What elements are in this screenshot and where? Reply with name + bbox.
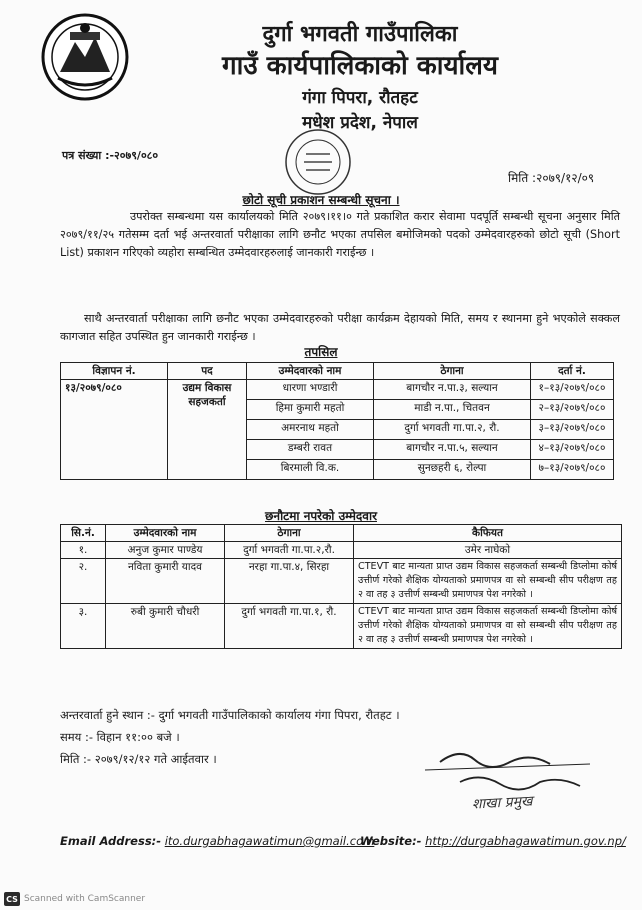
candidate-name: बिरमाली वि.क. [247, 460, 374, 480]
interview-date: मिति :- २०७९/१२/१२ गते आईतवार । [60, 752, 217, 766]
candidate-name: नविता कुमारी यादव [106, 559, 225, 604]
column-header: विज्ञापन नं. [61, 363, 168, 380]
candidate-name: अमरनाथ महतो [247, 420, 374, 440]
municipality-name: दुर्गा भगवती गाउँपालिका [262, 22, 458, 47]
candidate-address: बागचौर न.पा.५, सल्यान [374, 440, 531, 460]
registration-number: ३–१३/२०७९/०८० [531, 420, 614, 440]
column-header: उम्मेदवारको नाम [247, 363, 374, 380]
table-row [61, 559, 622, 604]
table-row [61, 604, 622, 649]
registration-number: ७–१३/२०७९/०८० [531, 460, 614, 480]
table-row [61, 542, 622, 559]
office-stamp [276, 124, 360, 200]
shortlist-table [60, 362, 614, 480]
post-name-line2: सहजकर्ता [188, 396, 226, 408]
registration-number: १–१३/२०७९/०८० [531, 380, 614, 400]
remark: CTEVT बाट मान्यता प्राप्त उद्यम विकास सहजकर्ता सम्बन्धी डिप्लोमा कोर्ष उत्तीर्ण गरेको शैक्षिक योग्यताको प्रमाणपत्र वा सो सम्बन्धी सीप परीक्षण तह २ वा तह ३ उत्तीर्ण सम्बन्धी प्रमाणपत्र पेश नगरेको । [354, 559, 622, 604]
candidate-name: अनुज कुमार पाण्डेय [106, 542, 225, 559]
government-emblem-logo [40, 12, 130, 102]
candidate-name: रुबी कुमारी चौधरी [106, 604, 225, 649]
shortlist-table-title: तपसिल [304, 345, 338, 359]
candidate-address: दुर्गा भगवती गा.पा.२, रौ. [374, 420, 531, 440]
signature-designation: शाखा प्रमुख [471, 793, 533, 813]
candidate-address: दुर्गा भगवती गा.पा.१, रौ. [225, 604, 354, 649]
candidate-address: नरहा गा.पा.४, सिरहा [225, 559, 354, 604]
column-header: ठेगाना [225, 525, 354, 542]
remark: उमेर नाघेको [354, 542, 622, 559]
email-label: Email Address:- [60, 834, 162, 848]
province-name: मधेश प्रदेश, नेपाल [302, 113, 418, 133]
interview-time: समय :- विहान ११:०० बजे । [60, 730, 180, 744]
camscanner-icon: CS [4, 892, 20, 906]
interview-venue: अन्तरवार्ता हुने स्थान :- दुर्गा भगवती गाउँपालिकाको कार्यालय गंगा पिपरा, रौतहट । [60, 708, 400, 722]
candidate-name: हिमा कुमारी महतो [247, 400, 374, 420]
table-row [61, 380, 614, 400]
column-header: उम्मेदवारको नाम [106, 525, 225, 542]
candidate-name: धारणा भण्डारी [247, 380, 374, 400]
serial-number: ३. [61, 604, 106, 649]
office-location: गंगा पिपरा, रौतहट [302, 88, 418, 108]
table-header-row [61, 525, 622, 542]
website-link[interactable]: http://durgabhagawatimun.gov.np/ [425, 834, 626, 848]
issue-date: मिति :२०७९/१२/०९ [508, 171, 595, 185]
rejected-table-title: छनौटमा नपरेको उम्मेदवार [265, 509, 377, 523]
email-line [60, 834, 374, 848]
website-line [360, 834, 626, 848]
rejected-candidates-table [60, 524, 622, 649]
table-header-row [61, 363, 614, 380]
registration-number: ४–१३/२०७९/०८० [531, 440, 614, 460]
post-name-line1: उद्यम विकास [182, 382, 232, 394]
reference-number: पत्र संख्या :-२०७९/०८० [62, 149, 159, 162]
column-header: पद [168, 363, 247, 380]
email-link[interactable]: ito.durgabhagawatimun@gmail.com [164, 834, 375, 848]
post-name [168, 380, 247, 480]
column-header: ठेगाना [374, 363, 531, 380]
scanner-watermark [4, 892, 145, 906]
website-label: Website:- [360, 834, 422, 848]
column-header: सि.नं. [61, 525, 106, 542]
candidate-name: डम्बरी रावत [247, 440, 374, 460]
column-header: कैफियत [354, 525, 622, 542]
scanner-text: Scanned with CamScanner [24, 894, 146, 904]
office-name: गाउँ कार्यपालिकाको कार्यालय [222, 51, 498, 81]
paragraph-schedule: साथै अन्तरवार्ता परीक्षाका लागि छनौट भएका उम्मेदवारहरुको परीक्षा कार्यक्रम देहायको मिति, समय र स्थानमा हुने भएकोले सक्कल कागजात सहित उपस्थित हुन जानकारी गराईन्छ । [60, 312, 620, 343]
paragraph-intro: उपरोक्त सम्बन्धमा यस कार्यालयको मिति २०७९।११।० गते प्रकाशित करार सेवामा पदपूर्ति सम्बन्धी सूचना अनुसार मिति २०७९/११/२५ गतेसम्म दर्ता भई अन्तरवार्ता परीक्षाका लागि छनौट भएका तपसिल बमोजिमको पदको उम्मेदवारहरुको छोटो सूची (Short List) प्रकाशन गरिएको व्यहोरा सम्बन्धित उम्मेदवारहरुलाई जानकारी गराईन्छ । [60, 210, 620, 259]
column-header: दर्ता नं. [531, 363, 614, 380]
remark: CTEVT बाट मान्यता प्राप्त उद्यम विकास सहजकर्ता सम्बन्धी डिप्लोमा कोर्ष उत्तीर्ण गरेको शैक्षिक योग्यताको प्रमाणपत्र वा सो सम्बन्धी सीप परीक्षण तह २ वा तह ३ उत्तीर्ण सम्बन्धी प्रमाणपत्र पेश नगरेको । [354, 604, 622, 649]
serial-number: २. [61, 559, 106, 604]
candidate-address: सुनछहरी ६, रोल्पा [374, 460, 531, 480]
notice-subject: छोटो सूची प्रकाशन सम्बन्धी सूचना । [242, 193, 400, 207]
advertisement-number: १३/२०७९/०८० [61, 380, 168, 480]
serial-number: १. [61, 542, 106, 559]
candidate-address: माडी न.पा., चितवन [374, 400, 531, 420]
candidate-address: बागचौर न.पा.३, सल्यान [374, 380, 531, 400]
registration-number: २–१३/२०७९/०८० [531, 400, 614, 420]
candidate-address: दुर्गा भगवती गा.पा.२,रौ. [225, 542, 354, 559]
